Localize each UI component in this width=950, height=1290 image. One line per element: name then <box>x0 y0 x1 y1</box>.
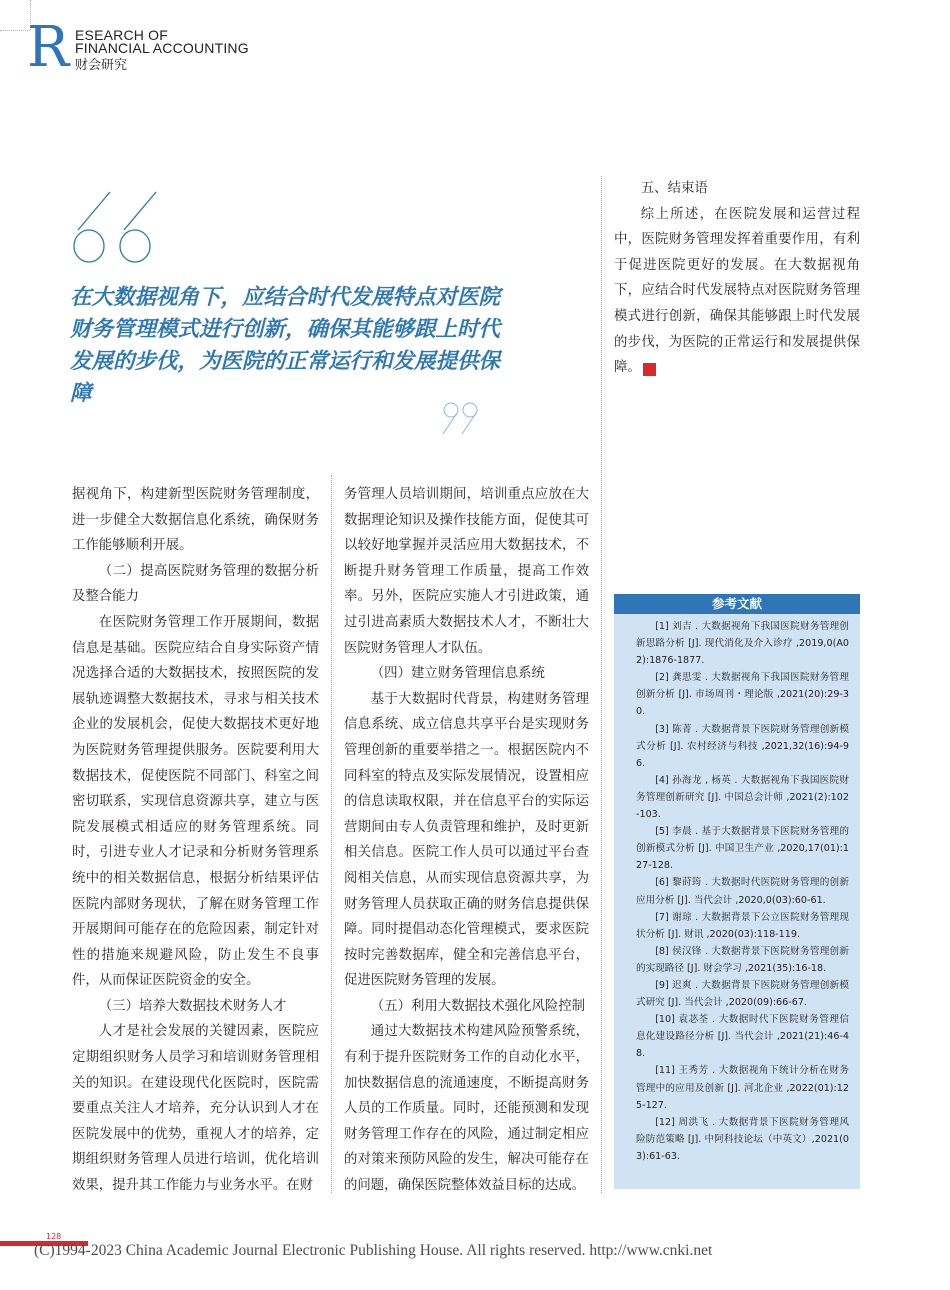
end-mark-icon: M <box>643 363 656 376</box>
body-paragraph: 基于大数据时代背景，构建财务管理信息系统、成立信息共享平台是实现财务管理创新的重要举措之一。根据医院内不同科室的特点及实际发展情况，设置相应的信息读取权限，并在信息平台的实际运营期间由专人负责管理和维护，及时更新相关信息。医院工作人员可以通过平台查阅相关信息，从而实现信息资源共享，为财务管理人员获取正确的财务信息提供保障。同时提倡动态化管理模式，要求医院按时完善数据库，健全和完善信息平台，促进医院财务管理的发展。 <box>344 691 589 989</box>
reference-item: [9] 迟爽 . 大数据背景下医院财务管理创新模式研究 [J]. 当代会计 ,2020(09):66-67. <box>636 979 849 1009</box>
body-column-middle <box>344 482 589 1199</box>
body-paragraph: 人才是社会发展的关键因素，医院应定期组织财务人员学习和培训财务管理相关的知识。在建设现代化医院时，医院需要重点关注人才培养，充分认识到人才在医院发展中的优势，重视人才的培养，定期组织财务管理人员进行培训，优化培训效果，提升其工作能力与业务水平。在财 <box>72 1024 319 1194</box>
references-box <box>614 594 860 1189</box>
reference-item: [3] 陈菁 . 大数据背景下医院财务管理创新模式分析 [J]. 农村经济与科技 ,2021,32(16):94-96. <box>636 723 849 769</box>
references-title: 参考文献 <box>614 594 860 614</box>
reference-item: [8] 侯汉锋 . 大数据背景下医院财务管理创新的实现路径 [J]. 财会学习 ,2021(35):16-18. <box>636 945 849 974</box>
reference-item: [4] 孙海龙 , 杨英 . 大数据视角下我国医院财务管理创新研究 [J]. 中国总会计师 ,2021(2):102-103. <box>636 774 849 821</box>
logo-title-line-2: FINANCIAL ACCOUNTING <box>75 40 249 56</box>
copyright-notice: (C)1994-2023 China Academic Journal Electronic Publishing House. All rights reserved. http://www.cnki.net <box>34 1242 713 1259</box>
logo-title-line-1: ESEARCH OF <box>75 27 169 43</box>
references-list <box>614 614 860 1165</box>
pull-quote: 在大数据视角下，应结合时代发展特点对医院财务管理模式进行创新，确保其能够跟上时代发展的步伐，为医院的正常运行和发展提供保障 <box>70 285 501 406</box>
body-column-right <box>614 176 860 381</box>
body-paragraph: 据视角下，构建新型医院财务管理制度，进一步健全大数据信息化系统，确保财务工作能够顺利开展。 <box>72 487 319 554</box>
close-quote-icon <box>440 400 484 436</box>
open-quote-icon <box>70 188 162 268</box>
body-paragraph: 在医院财务管理工作开展期间，数据信息是基础。医院应结合自身实际资产情况选择合适的大数据技术，按照医院的发展轨迹调整大数据技术，寻求与相关技术企业的发展机会，促使大数据技术更好地为医院财务管理提供服务。医院要利用大数据技术，促使医院不同部门、科室之间密切联系，实现信息资源共享，建立与医院发展模式相适应的财务管理系统。同时，引进专业人才记录和分析财务管理系统中的相关数据信息，根据分析结果评估医院内部财务现状，了解在财务管理工作开展期间可能存在的危险因素，制定针对性的措施来规避风险，防止发生不良事件，从而保证医院资金的安全。 <box>72 614 319 989</box>
corner-crop-mark-horizontal <box>0 30 30 31</box>
reference-item: [7] 谢琼 . 大数据背景下公立医院财务管理现状分析 [J]. 财讯 ,2020(03):118-119. <box>636 911 849 940</box>
column-divider <box>601 176 602 1193</box>
section-subheading: （五）利用大数据技术强化风险控制 <box>370 998 586 1014</box>
conclusion-heading: 五、结束语 <box>640 181 708 196</box>
section-subheading: （二）提高医院财务管理的数据分析及整合能力 <box>72 563 319 605</box>
reference-item: [6] 黎莳筠 . 大数据时代医院财务管理的创新应用分析 [J]. 当代会计 ,2020,0(03):60-61. <box>636 877 849 906</box>
conclusion-text: 综上所述，在医院发展和运营过程中，医院财务管理发挥着重要作用，有利于促进医院更好的发展。在大数据视角下，应结合时代发展特点对医院财务管理模式进行创新，确保其能够跟上时代发展的步伐，为医院的正常运行和发展提供保障。 <box>614 206 860 376</box>
reference-item: [1] 刘吉 . 大数据视角下我国医院财务管理创新思路分析 [J]. 现代消化及介入诊疗 ,2019,0(A02):1876-1877. <box>636 621 849 667</box>
logo-letter: R <box>27 15 70 80</box>
body-paragraph: 通过大数据技术构建风险预警系统，有利于提升医院财务工作的自动化水平，加快数据信息的流通速度，不断提高财务人员的工作质量。同时，还能预测和发现财务管理工作存在的风险，通过制定相应的对策来预防风险的发生，解决可能存在的问题，确保医院整体效益目标的达成。 <box>344 1024 589 1194</box>
reference-item: [2] 龚思雯 . 大数据视角下我国医院财务管理创新分析 [J]. 市场周刊・理论版 ,2021(20):29-30. <box>636 672 849 718</box>
section-subheading: （四）建立财务管理信息系统 <box>370 666 545 682</box>
reference-item: [12] 周洪飞 . 大数据背景下医院财务管理风险防范策略 [J]. 中阿科技论坛（中英文）,2021(03):61-63. <box>636 1116 849 1162</box>
conclusion-paragraph <box>614 202 860 381</box>
reference-item: [5] 李晨 . 基于大数据背景下医院财务管理的创新模式分析 [J]. 中国卫生产业 ,2020,17(01):127-128. <box>636 826 849 872</box>
journal-logo <box>27 15 287 80</box>
reference-item: [10] 袁苾荃 . 大数据时代下医院财务管理信息化建设路径分析 [J]. 当代会计 ,2021(21):46-48. <box>636 1014 849 1060</box>
body-paragraph: 务管理人员培训期间，培训重点应放在大数据理论知识及操作技能方面，促使其可以较好地掌握并灵活应用大数据技术，不断提升财务管理工作质量，提高工作效率。另外，医院应实施人才引进政策，通过引进高素质大数据技术人才，不断壮大医院财务管理人才队伍。 <box>344 487 589 656</box>
page-number: 128 <box>46 1232 62 1241</box>
logo-chinese-title: 财会研究 <box>75 58 128 73</box>
column-divider <box>331 475 332 1193</box>
body-column-left <box>72 482 319 1199</box>
reference-item: [11] 王秀芳 . 大数据视角下统计分析在财务管理中的应用及创新 [J]. 河北企业 ,2022(01):125-127. <box>636 1065 849 1111</box>
section-subheading: （三）培养大数据技术财务人才 <box>98 998 287 1014</box>
